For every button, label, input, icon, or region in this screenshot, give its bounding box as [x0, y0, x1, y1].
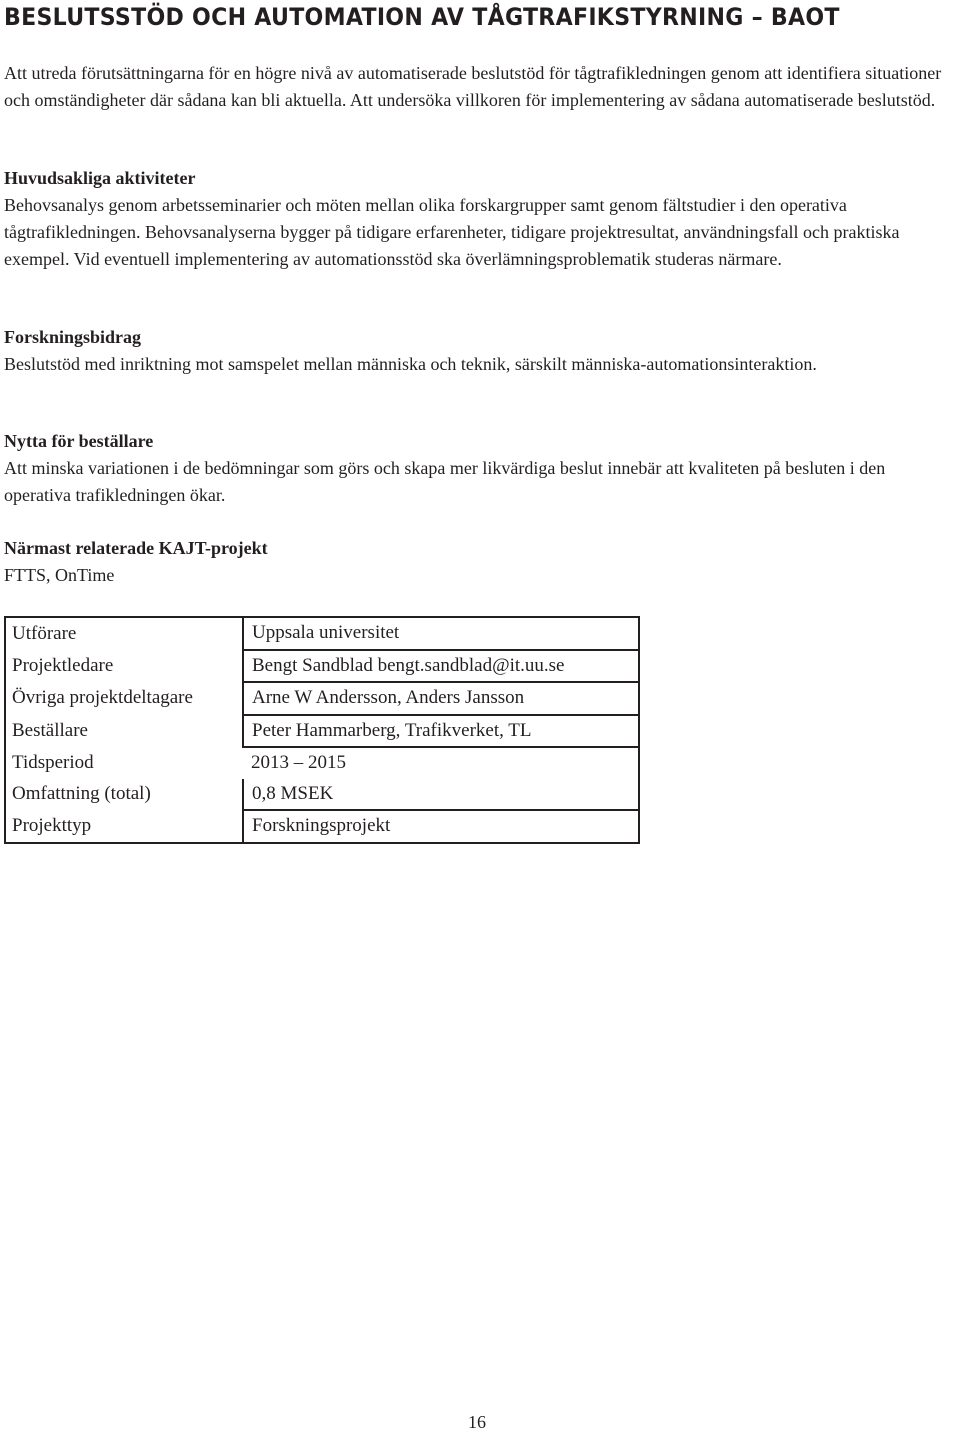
- table-row: [5, 650, 639, 683]
- section-heading: Nytta för beställare: [4, 431, 154, 451]
- row-label: Omfattning (total): [12, 783, 151, 805]
- section-text: Att minska variationen i de bedömningar som görs och skapa mer likvärdiga beslut innebär att kvaliteten på besluten i den operativa trafikledningen ökar.: [4, 458, 886, 505]
- row-label: Beställare: [12, 719, 88, 741]
- section-heading: Forskningsbidrag: [4, 327, 142, 347]
- section-related-projects: [4, 535, 948, 589]
- row-value: 2013 – 2015: [251, 752, 346, 774]
- row-label: Projektledare: [12, 654, 114, 676]
- section-heading: Närmast relaterade KAJT-projekt: [4, 538, 268, 558]
- section-text: Behovsanalys genom arbetsseminarier och möten mellan olika forskargrupper samt genom fältstudier i den operativa tågtrafikledningen. Behovsanalyserna bygger på tidigare erfarenheter, tidigare projektresultat, användningsfall och praktiska exempel. Vid eventuell implementering av automationsstöd ska överlämningsproblematik studeras närmare.: [4, 195, 900, 269]
- section-text: FTTS, OnTime: [4, 565, 115, 585]
- table-row: [5, 617, 639, 650]
- row-label: Övriga projektdeltagare: [12, 687, 193, 709]
- row-value: Arne W Andersson, Anders Jansson: [243, 682, 639, 715]
- section-heading: Huvudsakliga aktiviteter: [4, 168, 196, 188]
- row-value: Bengt Sandblad bengt.sandblad@it.uu.se: [243, 650, 639, 683]
- row-label: Projekttyp: [12, 814, 92, 836]
- row-label: Tidsperiod: [12, 751, 94, 773]
- section-text: Beslutstöd med inriktning mot samspelet mellan människa och teknik, särskilt människa-automationsinteraktion.: [4, 354, 817, 374]
- row-value: Forskningsprojekt: [243, 810, 639, 843]
- document-title: BESLUTSSTÖD OCH AUTOMATION AV TÅGTRAFIKSTYRNING – BAOT: [4, 3, 840, 31]
- project-info-table: [4, 616, 640, 844]
- intro-section: [4, 60, 948, 114]
- intro-paragraph: Att utreda förutsättningarna för en högre nivå av automatiserade beslutstöd för tågtrafikledningen genom att identifiera situationer och omständigheter där sådana kan bli aktuella. Att undersöka villkoren för implementering av sådana automatiserade beslutstöd.: [4, 63, 942, 110]
- table-row: [5, 810, 639, 843]
- table-row: [5, 779, 639, 811]
- section-research-contribution: [4, 324, 948, 378]
- table-row: [5, 715, 639, 748]
- row-value: Peter Hammarberg, Trafikverket, TL: [243, 715, 639, 748]
- table-row: [5, 682, 639, 715]
- row-label: Utförare: [12, 622, 77, 644]
- table-row: [5, 747, 639, 779]
- section-activities: [4, 165, 948, 273]
- row-value: Uppsala universitet: [243, 617, 639, 650]
- row-value: 0,8 MSEK: [243, 779, 639, 811]
- page-number: 16: [468, 1412, 486, 1432]
- section-client-benefit: [4, 428, 948, 509]
